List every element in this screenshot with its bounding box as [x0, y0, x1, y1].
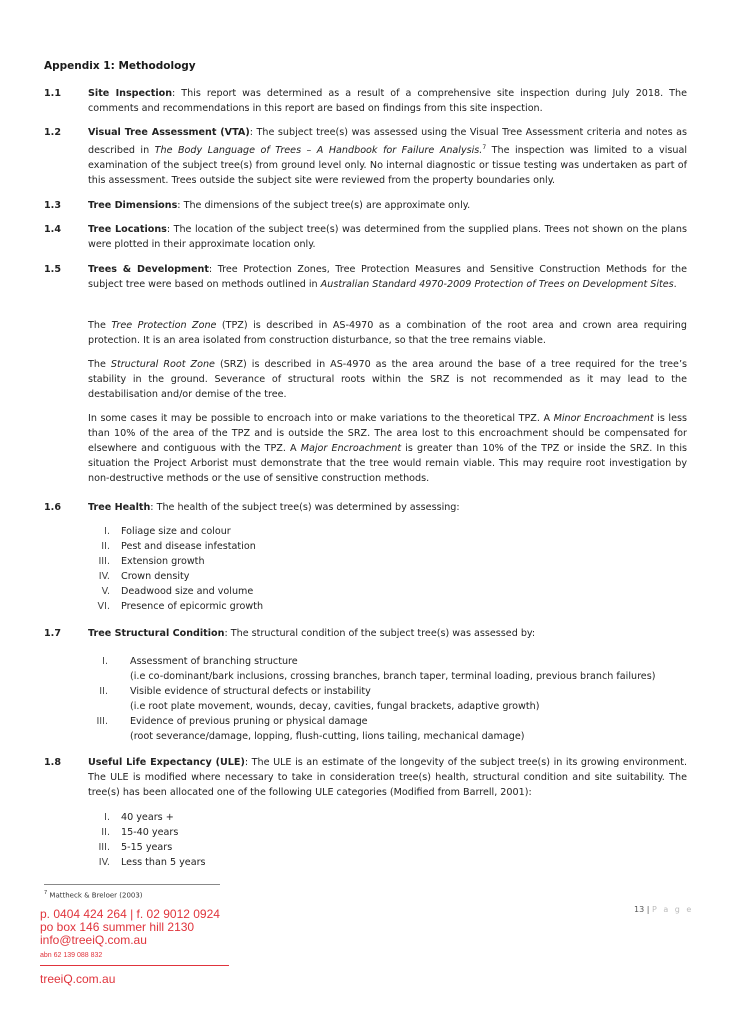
- para-text: is less than 10% of the area of the TPZ and is outside the SRZ. The area lost to this encroachment should be compensated for elsewhere and contiguous with the TPZ. A: [88, 413, 687, 454]
- list-item-text: Extension growth: [121, 556, 205, 567]
- footnote-divider: [44, 884, 220, 885]
- list-item-text: 15-40 years: [121, 827, 179, 838]
- list-item-text: Deadwood size and volume: [121, 586, 254, 597]
- term-italic: Minor Encroachment: [553, 413, 654, 424]
- list-item-detail: (root severance/damage, lopping, flush-cutting, lions tailing, mechanical damage): [130, 731, 525, 742]
- roman-numeral: II.: [99, 686, 108, 697]
- section-number: 1.5: [44, 264, 61, 275]
- roman-numeral: III.: [98, 556, 110, 567]
- list-item-text: 40 years +: [121, 812, 174, 823]
- encroachment-paragraph: [88, 411, 687, 486]
- section-text: : The ULE is an estimate of the longevity of the subject tree(s) in its growing environment. The ULE is modified where necessary to take in consideration tree(s) health, structural condition and site suitability. The tree(s) has been allocated one of the following ULE categories (Modified from Barrell, 2001):: [88, 757, 687, 798]
- section-title: Tree Dimensions: [88, 200, 178, 211]
- roman-numeral: II.: [101, 541, 110, 552]
- list-item-text: Less than 5 years: [121, 857, 206, 868]
- page-number: [634, 905, 693, 914]
- contact-phone: p. 0404 424 264 | f. 02 9012 0924: [40, 907, 220, 921]
- para-text: In some cases it may be possible to encroach into or make variations to the theoretical TPZ. A: [88, 413, 554, 424]
- list-item-detail: (i.e root plate movement, wounds, decay, cavities, fungal brackets, adaptive growth): [130, 701, 540, 712]
- list-item-text: Pest and disease infestation: [121, 541, 256, 552]
- cited-book-title: The Body Language of Trees – A Handbook for Failure Analysis.: [154, 145, 483, 157]
- list-item-text: Presence of epicormic growth: [121, 601, 264, 612]
- roman-numeral: VI.: [97, 601, 110, 612]
- section-text: : The dimensions of the subject tree(s) are approximate only.: [177, 200, 471, 211]
- section-title: Tree Structural Condition: [88, 628, 225, 639]
- para-text: (SRZ) is described in AS-4970 as the area around the base of a tree required for the tree’s stability in the ground. Severance of structural roots within the SRZ is not recommended as it may lead to the destabilisation and/or demise of the tree.: [88, 359, 687, 400]
- tpz-paragraph: [88, 318, 687, 348]
- section-1-5: [44, 262, 687, 292]
- para-text: The: [88, 320, 112, 331]
- para-text: The: [88, 359, 111, 370]
- section-title: Site Inspection: [88, 88, 173, 99]
- srz-paragraph: [88, 357, 687, 402]
- section-text: : Tree Protection Zones, Tree Protection Measures and Sensitive Construction Methods for the subject tree were based on methods outlined in: [88, 264, 687, 290]
- roman-numeral: I.: [102, 656, 108, 667]
- section-text: .: [673, 279, 677, 290]
- section-text: : The location of the subject tree(s) was determined from the supplied plans. Trees not shown on the plans were plotted in their approximate location only.: [88, 224, 687, 250]
- section-1-4: [44, 222, 687, 252]
- roman-numeral: I.: [104, 526, 110, 537]
- section-text: : The health of the subject tree(s) was determined by assessing:: [150, 502, 460, 513]
- list-item-text: Foliage size and colour: [121, 526, 231, 537]
- footnote-text: Mattheck & Breloer (2003): [47, 891, 143, 900]
- website-link[interactable]: treeiQ.com.au: [40, 972, 116, 986]
- section-text: : The subject tree(s) was assessed using the Visual Tree Assessment criteria and notes as described in: [88, 127, 688, 157]
- page-heading: Appendix 1: Methodology: [44, 60, 196, 72]
- section-number: 1.4: [44, 224, 61, 235]
- section-number: 1.6: [44, 502, 61, 513]
- section-title: Tree Locations: [88, 224, 167, 235]
- page-label: P a g e: [651, 905, 694, 914]
- section-title: Trees & Development: [88, 264, 209, 275]
- page-separator: |: [644, 905, 652, 914]
- roman-numeral: III.: [98, 842, 110, 853]
- list-item-text: Visible evidence of structural defects or instability: [130, 686, 371, 697]
- section-title: Visual Tree Assessment (VTA): [88, 127, 250, 138]
- term-italic: Tree Protection Zone: [111, 320, 217, 331]
- section-text: : This report was determined as a result of a comprehensive site inspection during July 2018. The comments and recommendations in this report are based on findings from this site inspection.: [88, 88, 687, 114]
- section-number: 1.3: [44, 200, 61, 211]
- roman-numeral: II.: [101, 827, 110, 838]
- section-1-3: [44, 198, 687, 213]
- para-text: (TPZ) is described in AS-4970 as a combination of the root area and crown area requiring protection. It is an area isolated from construction disturbance, so that the tree remains viable.: [88, 320, 687, 346]
- footnote-ref: 7: [482, 144, 487, 151]
- section-title: Tree Health: [88, 502, 151, 513]
- section-1-7: [44, 626, 687, 641]
- page-number-value: 13: [634, 905, 645, 914]
- footnote: [44, 890, 143, 899]
- section-1-2: [44, 125, 687, 188]
- contact-abn: abn 62 139 088 832: [40, 952, 103, 959]
- contact-block: [40, 908, 220, 962]
- roman-numeral: V.: [101, 586, 110, 597]
- cited-standard: Australian Standard 4970-2009 Protection of Trees on Development Sites: [320, 279, 674, 290]
- term-italic: Major Encroachment: [300, 443, 402, 454]
- section-text: : The structural condition of the subject tree(s) was assessed by:: [224, 628, 536, 639]
- roman-numeral: III.: [96, 716, 108, 727]
- list-item-text: Assessment of branching structure: [130, 656, 298, 667]
- roman-numeral: IV.: [98, 571, 110, 582]
- roman-numeral: I.: [104, 812, 110, 823]
- list-item-text: Crown density: [121, 571, 190, 582]
- contact-po-box: po box 146 summer hill 2130: [40, 920, 195, 934]
- section-text: The inspection was limited to a visual examination of the subject tree(s) from ground level only. No internal diagnostic or tissue testing was undertaken as part of this assessment. Trees outside the subject site were reviewed from the property boundaries only.: [88, 145, 687, 187]
- list-item-text: 5-15 years: [121, 842, 173, 853]
- section-1-1: [44, 86, 687, 116]
- para-text: is greater than 10% of the TPZ or inside the SRZ. In this situation the Project Arborist must demonstrate that the tree would remain viable. This may require root investigation by non-destructive methods or the use of sensitive construction methods.: [88, 443, 687, 484]
- section-title: Useful Life Expectancy (ULE): [88, 757, 245, 768]
- section-1-8: [44, 755, 687, 800]
- list-item-text: Evidence of previous pruning or physical damage: [130, 716, 368, 727]
- section-number: 1.8: [44, 757, 61, 768]
- list-item-detail: (i.e co-dominant/bark inclusions, crossing branches, branch taper, terminal loading, previous branch failures): [130, 671, 656, 682]
- term-italic: Structural Root Zone: [110, 359, 215, 370]
- footnote-marker: 7: [44, 890, 48, 896]
- section-number: 1.2: [44, 127, 61, 138]
- roman-numeral: IV.: [98, 857, 110, 868]
- section-number: 1.1: [44, 88, 61, 99]
- contact-email[interactable]: info@treeiQ.com.au: [40, 933, 147, 947]
- section-number: 1.7: [44, 628, 61, 639]
- section-1-6: [44, 500, 687, 515]
- contact-divider: [40, 965, 229, 966]
